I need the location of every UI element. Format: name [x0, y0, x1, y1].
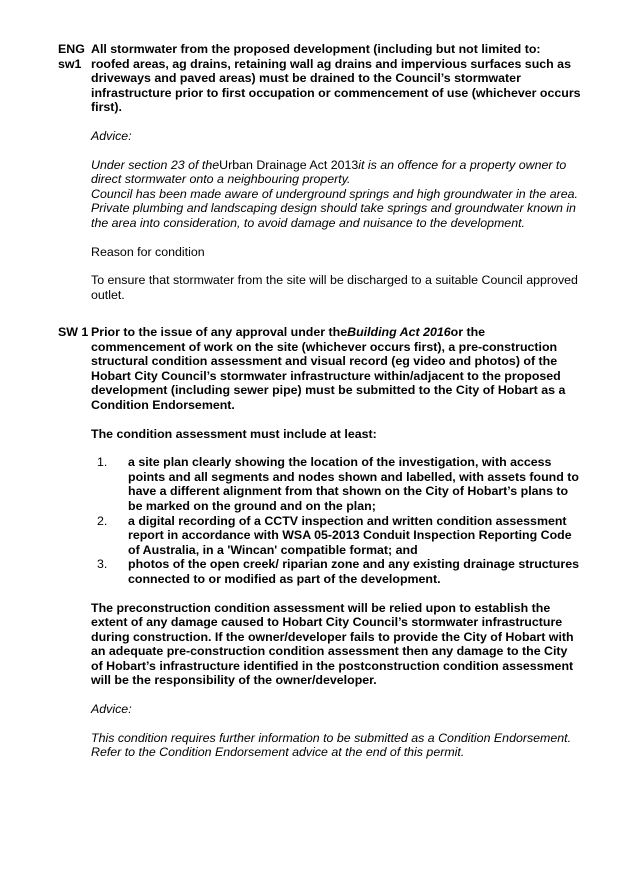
reason-label: Reason for condition: [91, 244, 205, 259]
act-name: Building Act 2016: [347, 325, 451, 339]
requirements-list: [91, 455, 581, 586]
condition-code-line1: ENG: [58, 42, 85, 56]
advice-label: Advice:: [91, 702, 132, 717]
reliance-paragraph: The preconstruction condition assessment will be relied upon to establish the extent of any damage caused to Hobart City Council’s stormwater infrastructure during construction. If the owner/developer fails to provide the City of Hobart with an adequate pre-construction condition assessment then any damage to the City of Hobart’s infrastructure identified in the postconstruction condition assessment will be the responsibility of the owner/developer.: [91, 600, 574, 688]
advice-text: This condition requires further information to be submitted as a Condition Endorsement. Refer to the Condition Endorsement advice at the end of this permit.: [91, 730, 572, 760]
list-number: 2.: [97, 513, 108, 528]
condition-heading: All stormwater from the proposed development (including but not limited to: roofed areas, ag drains, retaining wall ag drains and impervious surfaces such as driveways and paved areas) must be drained to the Council’s stormwater infrastructure prior to first occupation or commencement of use (whichever occurs first).: [91, 42, 581, 115]
condition-body: [91, 325, 581, 760]
advice-paragraph-2: Council has been made aware of underground springs and high groundwater in the area. Private plumbing and landscaping design should take springs and groundwater known in the area into consideration, to avoid damage and nuisance to the development.: [91, 186, 578, 230]
condition-code: SW 1: [58, 325, 89, 339]
list-item: [91, 514, 581, 558]
list-text: a digital recording of a CCTV inspection and written condition assessment report in accordance with WSA 05-2013 Conduit Inspection Reporting Code of Australia, in a 'Wincan' compatible format; and: [128, 513, 572, 557]
heading-text-post: or the commencement of work on the site (whichever occurs first), a pre-construction structural condition assessment and visual record (eg video and photos) of the Hobart City Council’s stormwater infrastructure within/adjacent to the proposed development (including sewer pipe) must be submitted to the City of Hobart as a Condition Endorsement.: [91, 325, 566, 412]
condition-body: [91, 42, 581, 302]
condition-code-line2: sw1: [58, 56, 82, 71]
advice-text-pre: Under section 23 of the: [91, 157, 220, 172]
list-text: a site plan clearly showing the location of the investigation, with access points and all segments and nodes shown and labelled, with assets found to have a different alignment from that shown on the City of Hobart’s plans to be marked on the ground and on the plan;: [128, 455, 579, 513]
list-number: 1.: [97, 455, 108, 470]
act-name: Urban Drainage Act 2013: [219, 157, 359, 172]
list-item: [91, 557, 581, 586]
advice-paragraph-1: [91, 158, 581, 187]
must-include-heading: The condition assessment must include at least:: [91, 426, 377, 441]
condition-heading: [91, 325, 581, 413]
list-item: [91, 455, 581, 513]
condition-code: [58, 42, 92, 71]
heading-text-pre: Prior to the issue of any approval under the: [91, 325, 348, 339]
reason-text: To ensure that stormwater from the site will be discharged to a suitable Council approved outlet.: [91, 273, 578, 302]
list-text: photos of the open creek/ riparian zone and any existing drainage structures connected to or modified as part of the development.: [128, 557, 579, 586]
list-number: 3.: [97, 557, 108, 572]
advice-text-post: it is an offence for a property owner to direct stormwater onto a neighbouring property.: [91, 157, 567, 187]
advice-label: Advice:: [91, 128, 132, 143]
